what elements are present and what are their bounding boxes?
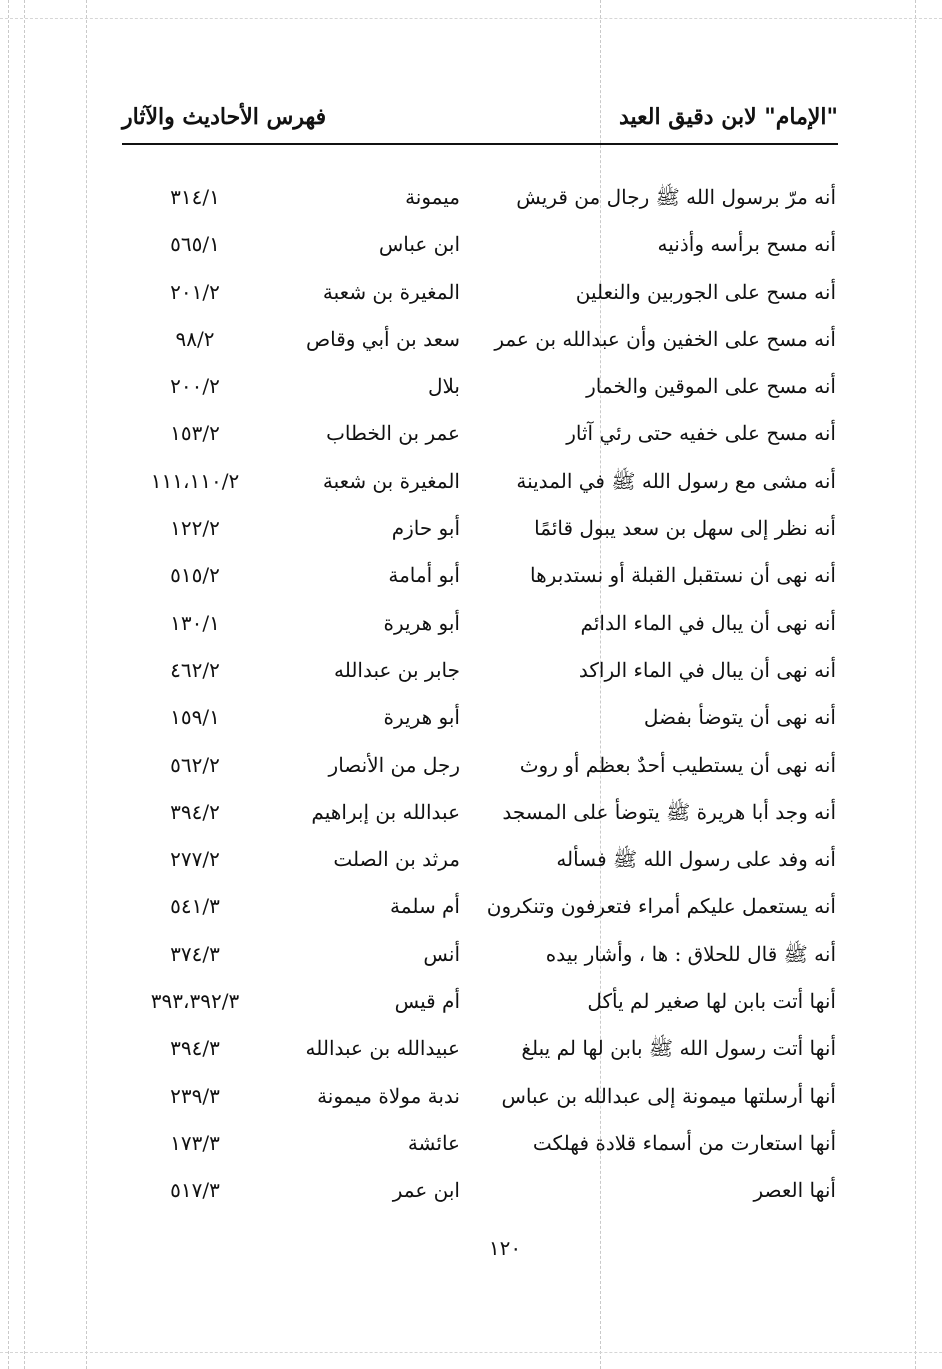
narrator: أم قيس [394,989,460,1014]
hadith-text: أنه وفد على رسول الله ﷺ فسأله [556,847,836,872]
hadith-text: أنه نظر إلى سهل بن سعد يبول قائمًا [534,516,836,541]
index-row [120,552,840,599]
volume-page-ref: ٢٠١/٢ [170,279,220,304]
hadith-text: أنه نهى أن يبال في الماء الراكد [578,657,836,682]
narrator: المغيرة بن شعبة [322,279,460,304]
hadith-text: أنه مسح على الجوربين والنعلين [575,279,836,304]
volume-page-ref: ٢٣٩/٣ [170,1083,220,1108]
index-row [120,1073,840,1120]
hadith-text: أنه مسح برأسه وأذنيه [657,232,836,257]
index-row [120,363,840,410]
index-row [120,742,840,789]
scan-guide-line [8,0,9,1369]
index-row [120,789,840,836]
hadith-text: أنه نهى أن يتوضأ بفضل [643,705,836,730]
narrator: جابر بن عبدالله [333,657,460,682]
hadith-text: أنه مرّ برسول الله ﷺ رجال من قريش [516,185,836,209]
hadith-text: أنه نهى أن نستقبل القبلة أو نستدبرها [530,563,836,588]
book-title: "الإمام" لابن دقيق العيد [618,104,838,130]
hadith-text: أنها استعارت من أسماء قلادة فهلكت [532,1130,836,1155]
scan-guide-line [86,0,87,1369]
volume-page-ref: ٣١٤/١ [170,185,220,209]
narrator: أبو أمامة [388,563,460,588]
hadith-text: أنه مسح على الخفين وأن عبدالله بن عمر [494,326,836,351]
index-row [120,600,840,647]
hadith-text: أنها أتت رسول الله ﷺ بابن لها لم يبلغ [521,1036,836,1061]
hadith-text: أنها أتت بابن لها صغير لم يأكل [587,989,836,1014]
volume-page-ref: ٢٠٠/٢ [170,374,220,399]
index-row [120,647,840,694]
index-row [120,694,840,741]
section-title: فهرس الأحاديث والآثار [122,104,327,130]
hadith-text: أنه نهى أن يستطيب أحدٌ بعظم أو روث [519,752,836,777]
narrator: أبو هريرة [383,705,460,730]
index-row [120,1025,840,1072]
scan-guide-line [0,1352,942,1353]
volume-page-ref: ٥١٧/٣ [170,1178,220,1203]
index-row [120,1120,840,1167]
index-row [120,458,840,505]
index-row [120,221,840,268]
index-row [120,174,840,221]
volume-page-ref: ٣٩٤/٢ [170,799,220,824]
index-row [120,1167,840,1214]
volume-page-ref: ١١١،١١٠/٢ [150,468,240,493]
volume-page-ref: ٥٦٢/٢ [170,752,220,777]
narrator: ميمونة [405,185,460,209]
volume-page-ref: ٤٦٢/٢ [170,657,220,682]
volume-page-ref: ٢٧٧/٢ [170,847,220,872]
narrator: عائشة [407,1130,460,1155]
narrator: أنس [423,941,460,966]
hadith-text: أنه يستعمل عليكم أمراء فتعرفون وتنكرون [486,894,836,919]
index-row [120,883,840,930]
narrator: أم سلمة [390,894,460,919]
index-row [120,836,840,883]
index-row [120,931,840,978]
index-row [120,269,840,316]
index-list [120,174,840,1215]
hadith-text: أنه وجد أبا هريرة ﷺ يتوضأ على المسجد [502,799,836,824]
page-header [122,104,838,144]
volume-page-ref: ١٥٩/١ [170,705,220,730]
volume-page-ref: ١٢٢/٢ [170,516,220,541]
narrator: عبيدالله بن عبدالله [305,1036,460,1061]
volume-page-ref: ٩٨/٢ [175,326,215,351]
narrator: مرثد بن الصلت [333,847,460,872]
hadith-text: أنه ﷺ قال للحلاق : ها ، وأشار بيده [545,941,836,966]
volume-page-ref: ٣٩٣،٣٩٢/٣ [150,989,240,1014]
narrator: سعد بن أبي وقاص [305,326,460,351]
hadith-text: أنها أرسلتها ميمونة إلى عبدالله بن عباس [501,1083,836,1108]
narrator: ابن عمر [392,1178,460,1203]
volume-page-ref: ٥٦٥/١ [170,232,220,257]
index-row [120,410,840,457]
scan-guide-line [915,0,916,1369]
volume-page-ref: ٣٩٤/٣ [170,1036,220,1061]
volume-page-ref: ٥٤١/٣ [170,894,220,919]
scan-guide-line [24,0,25,1369]
volume-page-ref: ١٣٠/١ [170,610,220,635]
volume-page-ref: ١٥٣/٢ [170,421,220,446]
narrator: أبو حازم [391,516,460,541]
hadith-text: أنه مسح على الموقين والخمار [586,374,836,399]
narrator: عمر بن الخطاب [326,421,460,446]
narrator: المغيرة بن شعبة [322,468,460,493]
header-divider [122,143,838,145]
hadith-text: أنه نهى أن يبال في الماء الدائم [580,610,836,635]
scan-guide-line [0,18,942,19]
narrator: ندبة مولاة ميمونة [317,1083,460,1108]
hadith-text: أنه مشى مع رسول الله ﷺ في المدينة [516,468,836,493]
index-row [120,316,840,363]
index-row [120,978,840,1025]
volume-page-ref: ١٧٣/٣ [170,1130,220,1155]
narrator: ابن عباس [378,232,460,257]
narrator: بلال [427,374,460,399]
page-number: ١٢٠ [488,1236,522,1260]
volume-page-ref: ٥١٥/٢ [170,563,220,588]
hadith-text: أنه مسح على خفيه حتى رئي آثار [566,421,836,446]
volume-page-ref: ٣٧٤/٣ [170,941,220,966]
hadith-text: أنها العصر [753,1178,836,1203]
narrator: رجل من الأنصار [328,752,460,777]
index-row [120,505,840,552]
narrator: أبو هريرة [383,610,460,635]
narrator: عبدالله بن إبراهيم [311,799,460,824]
